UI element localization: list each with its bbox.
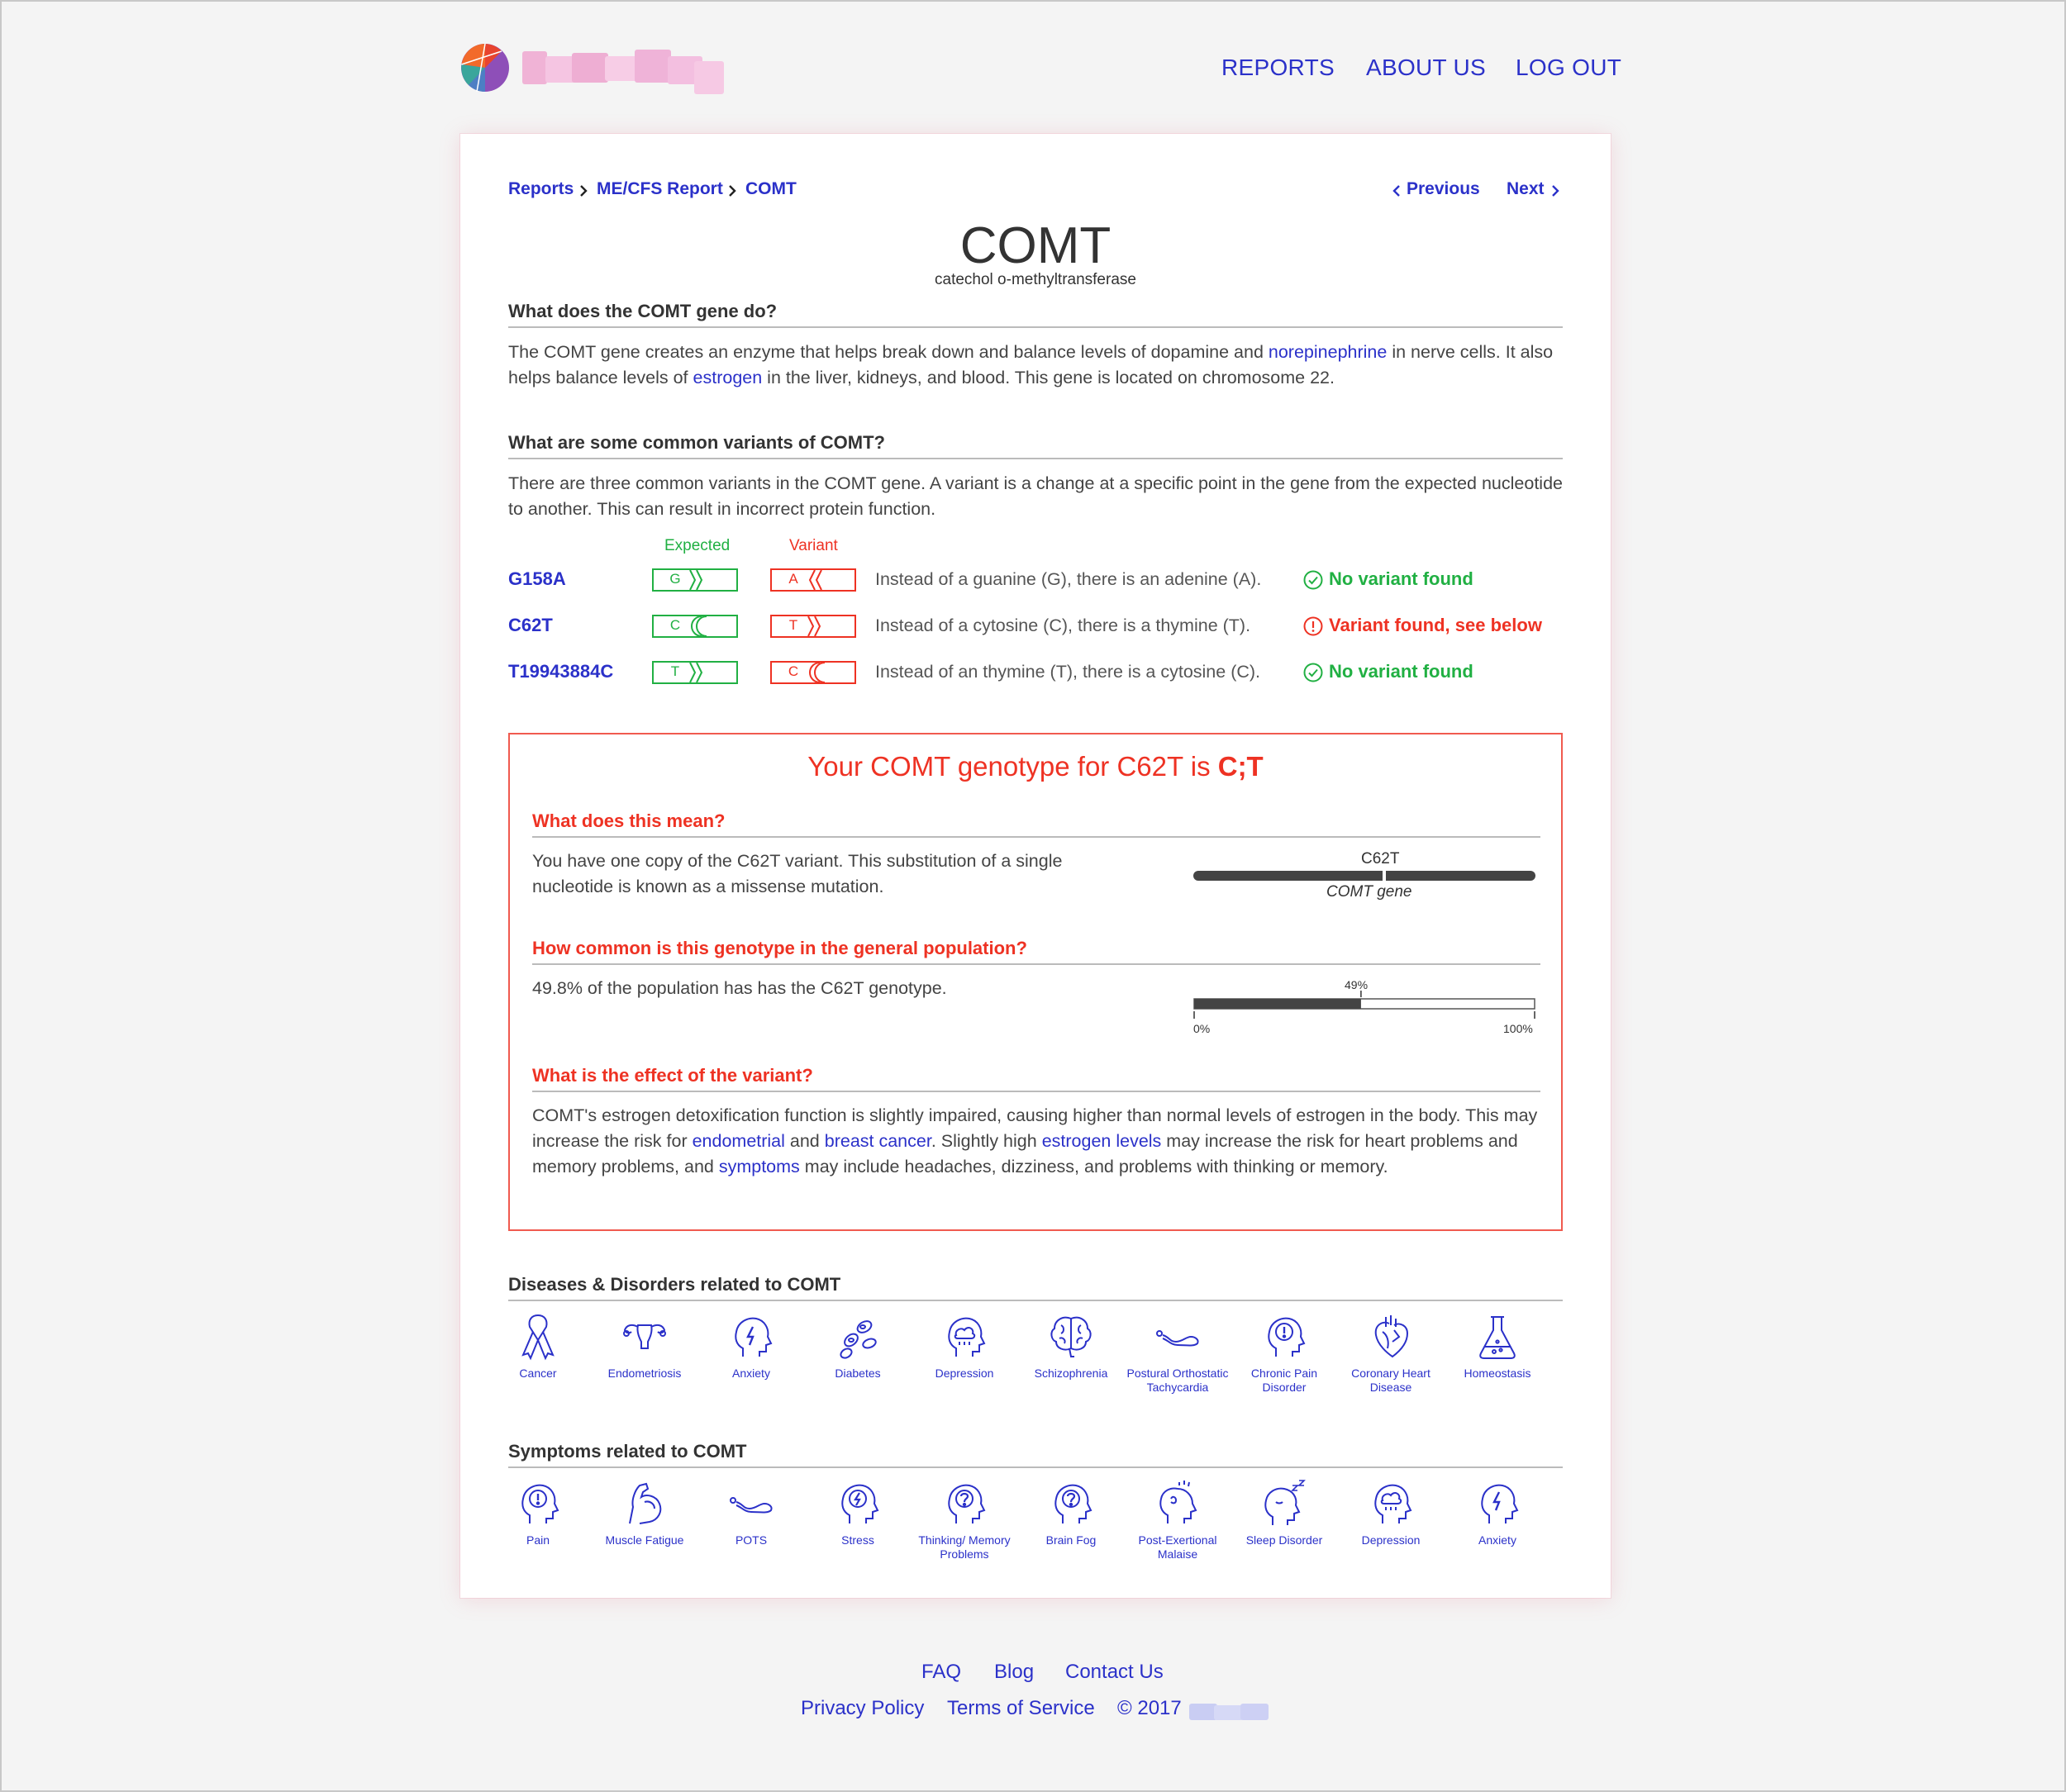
gene-full-name: catechol o-methyltransferase: [935, 271, 1136, 288]
bar-max-label: 100%: [1503, 1022, 1533, 1035]
section-heading-variants: What are some common variants of COMT?: [508, 432, 885, 453]
symptom-thinking-memory-problems[interactable]: Thinking/ Memory Problems: [912, 1479, 1017, 1561]
wave-icon: [726, 1479, 776, 1528]
effect-paragraph: COMT's estrogen detoxification function is slightly impaired, causing higher than normal levels of estrogen in the body. This may increase the risk for endometrial and breast cancer. Slightly high estrogen levels may increase the risk for heart problems and memory problems, and symptoms may include headaches, dizziness, and problems with thinking or memory.: [532, 1105, 1538, 1176]
divider: [508, 1300, 1563, 1301]
symptoms-link[interactable]: symptoms: [718, 1157, 800, 1176]
flask-icon: [1473, 1312, 1522, 1362]
chevron-right-icon: [578, 184, 588, 197]
head-sleep-icon: [1259, 1479, 1309, 1528]
gene-diagram: [1193, 869, 1537, 882]
section-heading-function: What does the COMT gene do?: [508, 301, 778, 321]
disease-coronary-heart-disease[interactable]: Coronary Heart Disease: [1338, 1312, 1444, 1395]
estrogen-link[interactable]: estrogen: [693, 368, 763, 387]
meaning-paragraph: You have one copy of the C62T variant. This substitution of a single nucleotide is known as a missense mutation.: [532, 851, 1063, 896]
footer-copyright: © 2017: [1117, 1697, 1182, 1719]
wave-icon: [1153, 1312, 1202, 1362]
meaning-heading: What does this mean?: [532, 810, 726, 831]
brand-name-blurred: [522, 45, 727, 94]
head-sweat-icon: [1153, 1479, 1202, 1528]
symptom-pain[interactable]: Pain: [485, 1479, 591, 1547]
population-heading: How common is this genotype in the general population?: [532, 938, 1027, 958]
variant-status: No variant found: [1329, 568, 1473, 589]
head-lightning-icon: [1473, 1479, 1522, 1528]
variant-marker: [1383, 869, 1386, 882]
symptoms-heading: Symptoms related to COMT: [508, 1441, 747, 1462]
footer-contact-us-link[interactable]: Contact Us: [1065, 1661, 1164, 1683]
footer-brand-blurred: [1189, 1702, 1269, 1722]
divider: [532, 1091, 1540, 1092]
next-button[interactable]: Next: [1507, 179, 1545, 198]
genotype-result-box: [508, 733, 1563, 1231]
variant-name-t19943884c[interactable]: T19943884C: [508, 661, 614, 682]
uterus-icon: [620, 1312, 669, 1362]
head-question-icon: [1046, 1479, 1096, 1528]
variant-name-g158a[interactable]: G158A: [508, 568, 566, 589]
report-card: [460, 134, 1611, 1598]
norepinephrine-link[interactable]: norepinephrine: [1268, 342, 1388, 362]
population-bar: [1193, 991, 1537, 1032]
column-header-expected: Expected: [664, 537, 731, 554]
variant-description: Instead of a guanine (G), there is an adenine (A).: [875, 569, 1262, 589]
variant-description: Instead of a cytosine (C), there is a thymine (T).: [875, 616, 1251, 635]
footer-faq-link[interactable]: FAQ: [921, 1661, 962, 1683]
variant-nucleotide: T: [770, 615, 856, 638]
nav-log-out[interactable]: LOG OUT: [1516, 55, 1622, 80]
symptom-sleep-disorder[interactable]: Sleep Disorder: [1231, 1479, 1337, 1547]
footer-privacy-policy-link[interactable]: Privacy Policy: [801, 1697, 925, 1719]
variant-nucleotide: A: [770, 568, 856, 592]
head-cloud-icon: [940, 1312, 989, 1362]
gene-marker-label: C62T: [1361, 850, 1400, 867]
divider: [508, 1466, 1563, 1468]
head-exclamation-icon: [1259, 1312, 1309, 1362]
disease-depression[interactable]: Depression: [912, 1312, 1017, 1381]
chevron-right-icon[interactable]: [1550, 184, 1560, 197]
heart-icon: [1366, 1312, 1416, 1362]
disease-diabetes[interactable]: Diabetes: [805, 1312, 911, 1381]
symptom-muscle-fatigue[interactable]: Muscle Fatigue: [592, 1479, 697, 1547]
symptom-anxiety[interactable]: Anxiety: [1445, 1479, 1550, 1547]
disease-homeostasis[interactable]: Homeostasis: [1445, 1312, 1550, 1381]
footer-terms-of-service-link[interactable]: Terms of Service: [947, 1697, 1095, 1719]
variant-status: Variant found, see below: [1329, 615, 1542, 635]
brain-icon: [1046, 1312, 1096, 1362]
genotype-title: Your COMT genotype for C62T is C;T: [807, 751, 1264, 782]
symptom-post-exertional-malaise[interactable]: Post-Exertional Malaise: [1125, 1479, 1231, 1561]
endometrial-link[interactable]: endometrial: [692, 1131, 785, 1151]
check-circle-icon: [1303, 663, 1323, 682]
symptom-depression[interactable]: Depression: [1338, 1479, 1444, 1547]
function-paragraph: The COMT gene creates an enzyme that helps break down and balance levels of dopamine and norepinephrine in nerve cells. It also helps balance levels of estrogen in the liver, kidneys, and blood. This gene is located on chromosome 22.: [508, 342, 1554, 387]
divider: [532, 963, 1540, 965]
expected-nucleotide: C: [652, 615, 738, 638]
variant-name-c62t[interactable]: C62T: [508, 615, 553, 635]
symptom-pots[interactable]: POTS: [698, 1479, 804, 1547]
disease-anxiety[interactable]: Anxiety: [698, 1312, 804, 1381]
breast-cancer-link[interactable]: breast cancer: [824, 1131, 931, 1151]
breadcrumb-reports[interactable]: Reports: [508, 179, 574, 198]
muscle-arm-icon: [620, 1479, 669, 1528]
previous-button[interactable]: Previous: [1407, 179, 1480, 198]
population-paragraph: 49.8% of the population has has the C62T genotype.: [532, 978, 947, 998]
brand-logo[interactable]: [460, 43, 510, 93]
divider: [532, 836, 1540, 838]
disease-chronic-pain-disorder[interactable]: Chronic Pain Disorder: [1231, 1312, 1337, 1395]
expected-nucleotide: T: [652, 661, 738, 684]
nav-about-us[interactable]: ABOUT US: [1366, 55, 1487, 80]
ribbon-icon: [513, 1312, 563, 1362]
blood-cells-icon: [833, 1312, 883, 1362]
disease-schizophrenia[interactable]: Schizophrenia: [1018, 1312, 1124, 1381]
variant-description: Instead of an thymine (T), there is a cytosine (C).: [875, 662, 1261, 682]
page-title: COMT: [959, 217, 1112, 274]
variant-status: No variant found: [1329, 661, 1473, 682]
breadcrumb-comt[interactable]: COMT: [745, 179, 797, 198]
divider: [508, 326, 1563, 328]
head-exclamation-icon: [513, 1479, 563, 1528]
gene-label: COMT gene: [1326, 883, 1412, 901]
bar-min-label: 0%: [1193, 1022, 1211, 1035]
footer-blog-link[interactable]: Blog: [994, 1661, 1035, 1683]
check-circle-icon: [1303, 570, 1323, 590]
chevron-right-icon: [727, 184, 737, 197]
expected-nucleotide: G: [652, 568, 738, 592]
genotype-value: C;T: [1217, 751, 1264, 782]
head-lightning-icon: [726, 1312, 776, 1362]
divider: [508, 458, 1563, 459]
disease-cancer[interactable]: Cancer: [485, 1312, 591, 1381]
head-lightning-icon: [833, 1479, 883, 1528]
population-percent-label: 49%: [1345, 978, 1369, 991]
diseases-heading: Diseases & Disorders related to COMT: [508, 1274, 841, 1295]
effect-heading: What is the effect of the variant?: [532, 1065, 813, 1086]
chevron-left-icon[interactable]: [1392, 184, 1402, 197]
column-header-variant: Variant: [789, 537, 838, 554]
symptom-brain-fog[interactable]: Brain Fog: [1018, 1479, 1124, 1547]
breadcrumb-mecfs-report[interactable]: ME/CFS Report: [597, 179, 723, 198]
head-question-icon: [940, 1479, 989, 1528]
variant-nucleotide: C: [770, 661, 856, 684]
head-cloud-icon: [1366, 1479, 1416, 1528]
disease-postural-orthostatic-tachycardia[interactable]: Postural Orthostatic Tachycardia: [1125, 1312, 1231, 1395]
population-bar-fill: [1194, 999, 1361, 1009]
exclamation-circle-icon: [1303, 616, 1323, 636]
variants-paragraph: There are three common variants in the COMT gene. A variant is a change at a specific point in the gene from the expected nucleotide to another. This can result in incorrect protein function.: [508, 473, 1563, 519]
nav-reports[interactable]: REPORTS: [1221, 55, 1335, 80]
symptom-stress[interactable]: Stress: [805, 1479, 911, 1547]
disease-endometriosis[interactable]: Endometriosis: [592, 1312, 697, 1381]
estrogen-levels-link[interactable]: estrogen levels: [1041, 1131, 1162, 1151]
